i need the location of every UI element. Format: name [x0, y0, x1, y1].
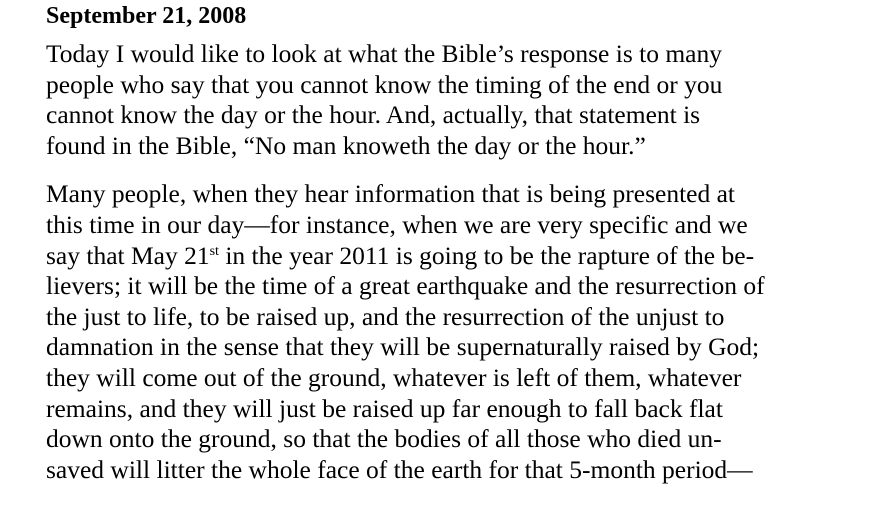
text-line-with-superscript	[46, 241, 836, 272]
text-line: cannot know the day or the hour. And, actually, that statement is	[46, 100, 701, 130]
text-line: found in the Bible, “No man knoweth the day or the hour.”	[46, 130, 646, 160]
text-line: Many people, when they hear information that is being presented at	[46, 179, 735, 209]
text-segment: in the year 2011 is going to be the rapture of the be-	[218, 240, 755, 270]
text-line: people who say that you cannot know the timing of the end or you	[46, 69, 723, 99]
ordinal-superscript: st	[209, 243, 219, 259]
text-segment: say that May 21	[46, 240, 210, 270]
text-line: down onto the ground, so that the bodies of all those who died un-	[46, 424, 722, 454]
paragraph-intro	[46, 39, 836, 161]
text-line: lievers; it will be the time of a great earthquake and the resurrection of	[46, 271, 765, 301]
text-line: Today I would like to look at what the Bible’s response is to many	[46, 39, 722, 68]
paragraph-body	[46, 179, 836, 485]
text-line: they will come out of the ground, whatever is left of them, whatever	[46, 362, 742, 392]
text-line: the just to life, to be raised up, and the resurrection of the unjust to	[46, 301, 725, 331]
document-page	[46, 0, 836, 485]
text-line: remains, and they will just be raised up far enough to fall back flat	[46, 393, 723, 423]
text-line: saved will litter the whole face of the earth for that 5-month period—	[46, 454, 753, 484]
text-line: this time in our day—for instance, when we are very specific and we	[46, 209, 748, 239]
date-heading: September 21, 2008	[46, 3, 247, 29]
text-line: damnation in the sense that they will be supernaturally raised by God;	[46, 332, 760, 362]
